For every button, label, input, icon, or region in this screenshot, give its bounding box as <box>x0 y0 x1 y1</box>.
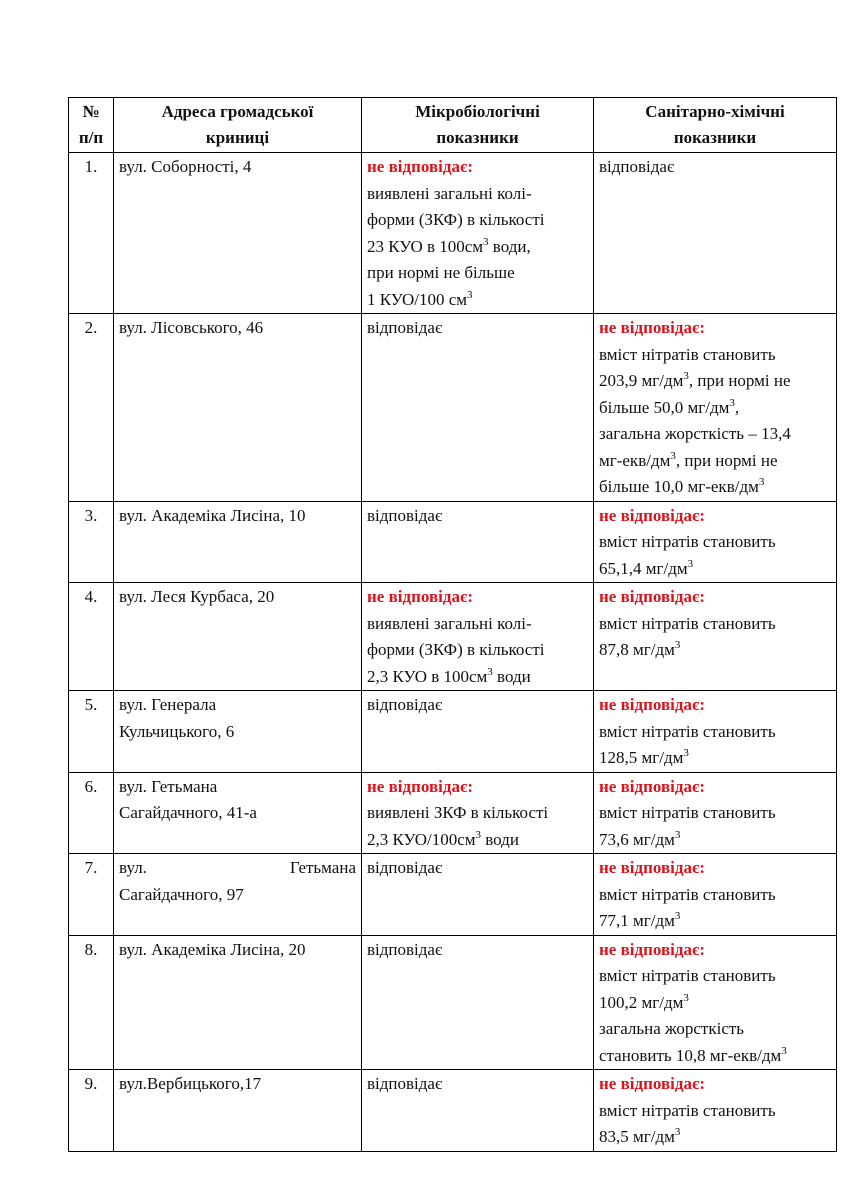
address-line: вул. Соборності, 4 <box>119 157 252 176</box>
sanitary-chemical-result <box>594 1070 837 1152</box>
sanitary-chemical-result <box>594 854 837 936</box>
chem-line: 87,8 $мг/дм^3$ <box>599 639 681 659</box>
row-number: 1. <box>69 153 114 314</box>
micro-line: відповідає <box>367 1074 443 1093</box>
superscript: 3 <box>781 1044 787 1057</box>
superscript: 3 <box>487 665 493 678</box>
sanitary-chemical-result <box>594 772 837 854</box>
chem-status: не відповідає: <box>599 695 705 714</box>
table-row <box>69 501 837 583</box>
microbiological-result <box>362 854 594 936</box>
address-line: вул. Генерала <box>119 695 217 714</box>
sanitary-chemical-result <box>594 314 837 502</box>
chem-line: вміст нітратів становить <box>599 803 776 822</box>
sanitary-chemical-result <box>594 691 837 773</box>
micro-line: 2,3 КУО в $100см^3$ води <box>367 665 531 686</box>
microbiological-result <box>362 153 594 314</box>
table-row <box>69 854 837 936</box>
sanitary-chemical-result <box>594 153 837 314</box>
row-number: 2. <box>69 314 114 502</box>
chem-line: 73,6 $мг/дм^3$ <box>599 828 681 849</box>
address-word: вул. <box>119 858 147 877</box>
address-line: вул. Академіка Лисіна, 20 <box>119 939 306 959</box>
row-number: 5. <box>69 691 114 773</box>
micro-status: не відповідає: <box>367 776 473 796</box>
table-row <box>69 583 837 691</box>
chem-status: не відповідає: <box>599 776 705 796</box>
superscript: 3 <box>687 557 694 570</box>
well-address <box>114 583 362 691</box>
address-line: Сагайдачного, 41-а <box>119 803 257 822</box>
table-row <box>69 1070 837 1152</box>
table-row <box>69 153 837 314</box>
address-line: вул. Академіка Лисіна, 10 <box>119 505 306 525</box>
superscript: 3 <box>683 747 689 759</box>
row-number: 7. <box>69 854 114 936</box>
chem-status: не відповідає: <box>599 1074 705 1093</box>
microbiological-result <box>362 1070 594 1152</box>
chem-line: вміст нітратів становить <box>599 613 776 633</box>
row-number: 3. <box>69 501 114 583</box>
chem-line: 100,2 $мг/дм^3$ <box>599 991 689 1012</box>
chem-status: не відповідає: <box>599 858 705 877</box>
chem-line: загальна жорсткість – 13,4 <box>599 424 791 443</box>
row-number: 4. <box>69 583 114 691</box>
chem-line: 77,1 $мг/дм^3$ <box>599 910 681 930</box>
row-number: 8. <box>69 935 114 1070</box>
sanitary-chemical-result <box>594 583 837 691</box>
micro-line: відповідає <box>367 318 443 337</box>
well-address <box>114 501 362 583</box>
superscript: 3 <box>674 910 681 922</box>
well-address <box>114 854 362 936</box>
well-address <box>114 691 362 773</box>
chem-line: становить 10,8 $мг-екв/дм^3$ <box>599 1044 787 1065</box>
micro-line: 2,3 КУО/$100см^3$ води <box>367 828 519 849</box>
micro-line: 1 КУО/100 $см^3$ <box>367 288 473 309</box>
chem-line: вміст нітратів становить <box>599 1100 776 1120</box>
micro-line: 23 КУО в $100см^3$ води, <box>367 235 531 256</box>
micro-status: не відповідає: <box>367 587 473 606</box>
chem-status: не відповідає: <box>599 318 705 337</box>
header-sanitary-chemical: Санітарно-хімічні показники <box>594 98 837 153</box>
table-row <box>69 772 837 854</box>
chem-line: 203,9 $мг/дм^3$, при нормі не <box>599 370 791 390</box>
superscript: 3 <box>683 370 689 382</box>
chem-line: більше 50,0 $мг/дм^3$, <box>599 396 740 417</box>
header-number: № п/п <box>69 98 114 153</box>
microbiological-result <box>362 501 594 583</box>
chem-line: більше 10,0 $мг-екв/дм^3$ <box>599 476 765 496</box>
table-row <box>69 691 837 773</box>
micro-line: форми (ЗКФ) в кількості <box>367 640 545 659</box>
chem-line: $мг-екв/дм^3$, при нормі не <box>599 449 778 470</box>
well-address <box>114 1070 362 1152</box>
chem-status: не відповідає: <box>599 939 705 959</box>
address-line: вул.Вербицького,17 <box>119 1074 262 1093</box>
superscript: 3 <box>674 639 681 651</box>
row-number: 6. <box>69 772 114 854</box>
chem-status: не відповідає: <box>599 505 705 525</box>
header-microbiological: Мікробіологічні показники <box>362 98 594 153</box>
superscript: 3 <box>674 828 681 841</box>
chem-line: 128,5 $мг/дм^3$ <box>599 747 689 767</box>
table-header-row <box>69 98 837 153</box>
header-address: Адреса громадської криниці <box>114 98 362 153</box>
sanitary-chemical-result <box>594 501 837 583</box>
chem-line: вміст нітратів становить <box>599 344 776 364</box>
microbiological-result <box>362 935 594 1070</box>
well-test-results-table <box>68 97 837 1152</box>
micro-line: відповідає <box>367 695 443 714</box>
chem-line: відповідає <box>599 157 675 176</box>
address-word: Гетьмана <box>289 858 356 877</box>
chem-line: вміст нітратів становить <box>599 532 776 551</box>
chem-line: вміст нітратів становить <box>599 884 776 904</box>
superscript: 3 <box>729 396 735 409</box>
well-address <box>114 935 362 1070</box>
micro-status: не відповідає: <box>367 157 473 176</box>
superscript: 3 <box>758 476 765 488</box>
chem-line: вміст нітратів становить <box>599 721 776 741</box>
address-line: Сагайдачного, 97 <box>119 884 244 904</box>
micro-line: відповідає <box>367 939 443 959</box>
address-line: вул. Лісовського, 46 <box>119 318 264 337</box>
table-row <box>69 314 837 502</box>
sanitary-chemical-result <box>594 935 837 1070</box>
table-body <box>69 153 837 1152</box>
superscript: 3 <box>670 449 676 462</box>
microbiological-result <box>362 691 594 773</box>
superscript: 3 <box>475 828 481 841</box>
microbiological-result <box>362 583 594 691</box>
micro-line: відповідає <box>367 505 443 525</box>
chem-status: не відповідає: <box>599 587 705 606</box>
row-number: 9. <box>69 1070 114 1152</box>
chem-line: вміст нітратів становить <box>599 966 776 985</box>
micro-line: виявлені ЗКФ в кількості <box>367 803 549 822</box>
chem-line: 65,1,4 $мг/дм^3$ <box>599 557 694 578</box>
microbiological-result <box>362 314 594 502</box>
micro-line: відповідає <box>367 858 443 877</box>
address-line: вул. Гетьмана <box>119 776 218 796</box>
microbiological-result <box>362 772 594 854</box>
well-address <box>114 314 362 502</box>
micro-line: виявлені загальні колі- <box>367 183 532 203</box>
superscript: 3 <box>683 991 689 1004</box>
chem-line: 83,5 $мг/дм^3$ <box>599 1126 681 1146</box>
table-row <box>69 935 837 1070</box>
well-address <box>114 772 362 854</box>
superscript: 3 <box>483 235 489 248</box>
address-line: Кульчицького, 6 <box>119 721 235 741</box>
micro-line: форми (ЗКФ) в кількості <box>367 210 545 229</box>
superscript: 3 <box>467 288 473 301</box>
well-address <box>114 153 362 314</box>
chem-line: загальна жорсткість <box>599 1019 745 1038</box>
address-line: вул. Леся Курбаса, 20 <box>119 587 275 606</box>
address-line <box>119 855 356 882</box>
micro-line: виявлені загальні колі- <box>367 613 532 633</box>
micro-line: при нормі не більше <box>367 263 515 282</box>
superscript: 3 <box>674 1126 681 1138</box>
